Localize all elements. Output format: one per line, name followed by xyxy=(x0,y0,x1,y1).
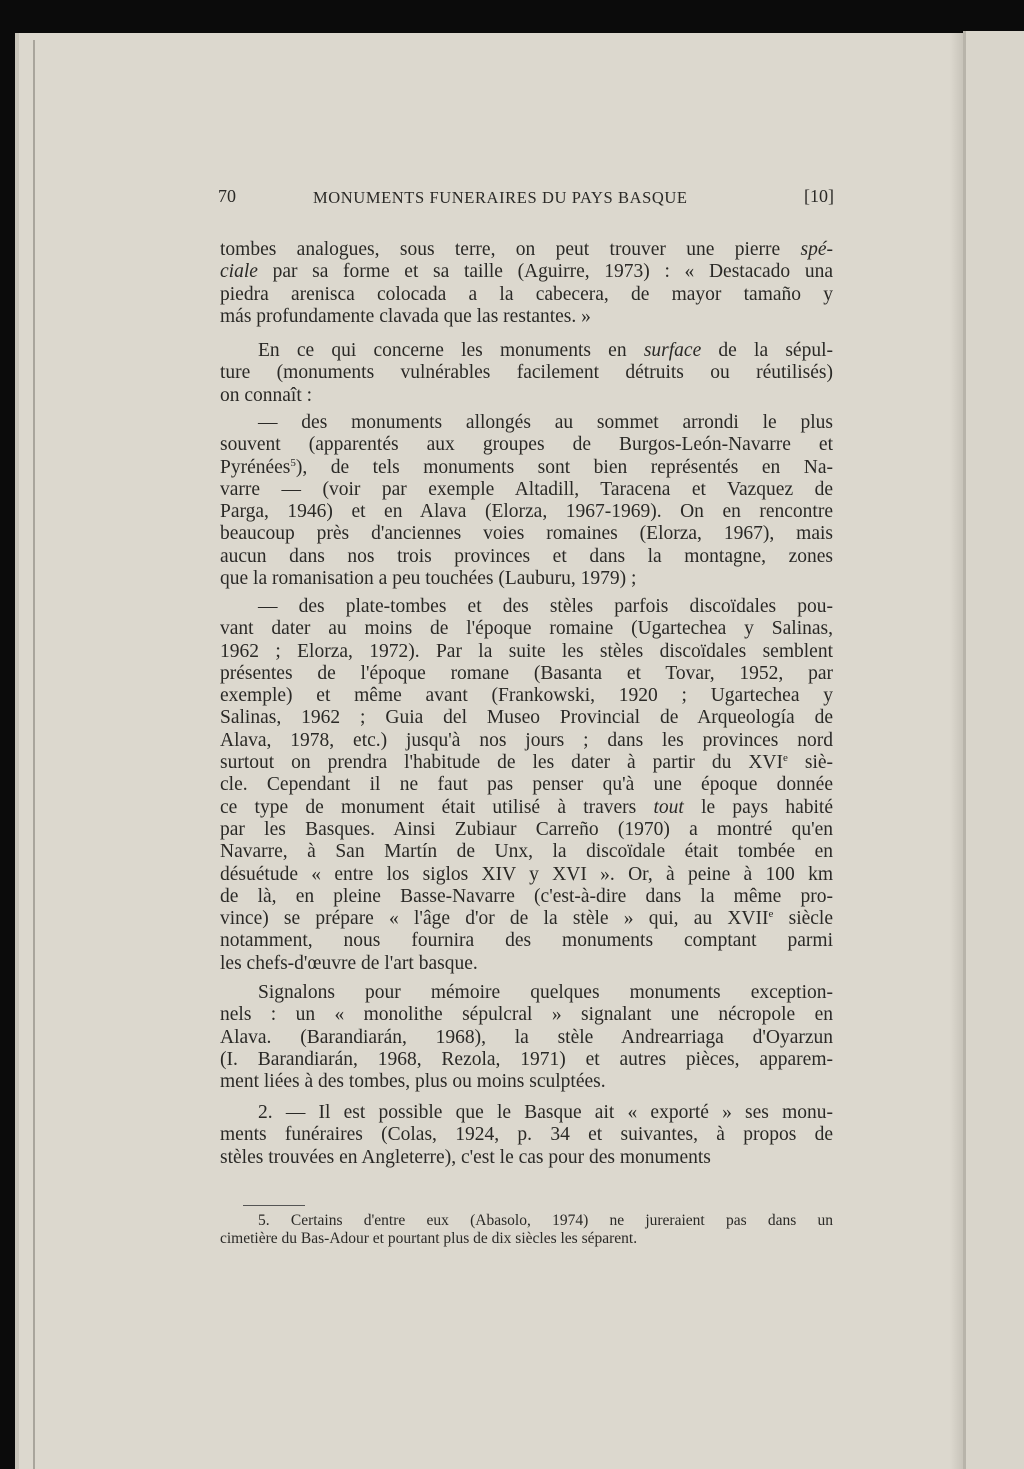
italic-text: tout xyxy=(653,796,684,818)
superscript: 5 xyxy=(290,456,296,469)
text-line xyxy=(220,1230,833,1248)
text-run: ment liées à des tombes, plus ou moins sculptées. xyxy=(220,1071,606,1093)
text-line xyxy=(220,1102,833,1124)
text-line xyxy=(220,239,833,261)
text-line xyxy=(220,546,833,568)
text-run: ments funéraires (Colas, 1924, p. 34 et suivantes, à propos de xyxy=(220,1124,833,1146)
text-line xyxy=(220,1071,833,1093)
text-line xyxy=(220,663,833,685)
text-line xyxy=(220,841,833,863)
text-run: désuétude « entre los siglos XIV y XVI ». Or, à peine à 100 km xyxy=(220,863,833,885)
text-line xyxy=(220,1027,833,1049)
text-run: tombes analogues, sous terre, on peut trouver une pierre xyxy=(220,239,801,260)
text-run: ture (monuments vulnérables facilement détruits ou réutilisés) xyxy=(220,362,833,384)
text-run: ce type de monument était utilisé à travers xyxy=(220,796,654,818)
facing-page xyxy=(963,31,1024,1469)
text-line xyxy=(220,685,833,707)
text-line xyxy=(220,523,833,545)
text-run: aucun dans nos trois provinces et dans la montagne, zones xyxy=(220,545,833,567)
text-line xyxy=(220,730,833,752)
text-run: on connaît : xyxy=(220,384,313,406)
text-line xyxy=(220,1049,833,1071)
text-line xyxy=(220,908,833,930)
text-line xyxy=(220,819,833,841)
text-line xyxy=(220,434,833,456)
paragraph xyxy=(220,596,833,975)
text-line xyxy=(220,412,833,434)
text-line xyxy=(220,641,833,663)
text-run: 5. Certains d'entre eux (Abasolo, 1974) ne jureraient pas dans un xyxy=(258,1212,833,1229)
text-run: exemple) et même avant (Frankowski, 1920 ; Ugartechea y xyxy=(220,685,833,707)
text-run: Pyrénées xyxy=(220,456,291,478)
text-run: les chefs-d'œuvre de l'art basque. xyxy=(220,952,478,974)
text-run: En ce qui concerne les monuments en xyxy=(258,340,644,361)
text-run: Alava, 1978, etc.) jusqu'à nos jours ; dans les provinces nord xyxy=(220,729,833,751)
text-run: stèles trouvées en Angleterre), c'est le cas pour des monuments xyxy=(220,1146,711,1168)
book-gutter xyxy=(950,33,963,1469)
text-run: Salinas, 1962 ; Guia del Museo Provincial de Arqueología de xyxy=(220,707,833,729)
text-run: cle. Cependant il ne faut pas penser qu'à une époque donnée xyxy=(220,774,833,796)
text-run: vince) se prépare « l'âge d'or de la stèle » qui, au XVII xyxy=(220,908,769,930)
text-line xyxy=(220,752,833,774)
text-line xyxy=(220,707,833,729)
text-run: 2. — Il est possible que le Basque ait « exporté » ses monu- xyxy=(258,1102,833,1123)
text-run: que la romanisation a peu touchées (Lauburu, 1979) ; xyxy=(220,568,637,590)
running-header xyxy=(218,186,834,210)
text-line xyxy=(220,362,833,384)
text-run: (I. Barandiarán, 1968, Rezola, 1971) et autres pièces, apparem- xyxy=(220,1048,833,1070)
text-run: notamment, nous fournira des monuments comptant parmi xyxy=(220,930,833,952)
text-run: le pays habité xyxy=(683,796,834,818)
text-run: vant dater au moins de l'époque romaine (Ugartechea y Salinas, xyxy=(220,618,833,640)
section-number: [10] xyxy=(804,186,834,206)
text-run: ), de tels monuments sont bien représentés en Na- xyxy=(295,456,833,478)
text-run: piedra arenisca colocada a la cabecera, de mayor tamaño y xyxy=(220,283,833,305)
text-line xyxy=(220,385,833,407)
superscript: e xyxy=(783,752,788,765)
text-line xyxy=(220,930,833,952)
page-number: 70 xyxy=(218,186,236,206)
text-line xyxy=(220,982,833,1004)
text-line xyxy=(220,596,833,618)
text-run: de la sépul- xyxy=(701,340,833,361)
text-run: más profundamente clavada que las restantes. » xyxy=(220,305,591,327)
page-edge xyxy=(33,40,35,1469)
text-run: varre — (voir par exemple Altadill, Taracena et Vazquez de xyxy=(220,478,833,500)
text-line xyxy=(220,479,833,501)
text-line xyxy=(220,1124,833,1146)
text-line xyxy=(220,864,833,886)
text-run: Signalons pour mémoire quelques monuments exception- xyxy=(258,982,833,1003)
text-run: présentes de l'époque romane (Basanta et Tovar, 1952, par xyxy=(220,662,833,684)
text-line xyxy=(220,306,833,328)
text-run: — des plate-tombes et des stèles parfois discoïdales pou- xyxy=(258,596,833,617)
paragraph xyxy=(220,340,833,407)
text-run: 1962 ; Elorza, 1972). Par la suite les stèles discoïdales semblent xyxy=(220,640,833,662)
text-run: siè- xyxy=(787,752,834,774)
text-run: nels : un « monolithe sépulcral » signalant une nécropole en xyxy=(220,1004,833,1026)
text-line xyxy=(220,953,833,975)
text-run: par les Basques. Ainsi Zubiaur Carreño (1970) a montré qu'en xyxy=(220,818,833,840)
italic-text: surface xyxy=(643,340,702,361)
text-line xyxy=(220,340,833,362)
text-line xyxy=(220,886,833,908)
text-run: souvent (apparentés aux groupes de Burgos-León-Navarre et xyxy=(220,434,833,456)
text-run: Navarre, à San Martín de Unx, la discoïdale était tombée en xyxy=(220,841,833,863)
text-line xyxy=(220,774,833,796)
text-line xyxy=(220,1147,833,1169)
text-run: beaucoup près d'anciennes voies romaines (Elorza, 1967), mais xyxy=(220,523,833,545)
text-line xyxy=(220,797,833,819)
running-title: MONUMENTS FUNERAIRES DU PAYS BASQUE xyxy=(313,188,688,207)
text-run: de là, en pleine Basse-Navarre (c'est-à-dire dans la même pro- xyxy=(220,885,833,907)
footnote xyxy=(220,1212,833,1248)
text-run: Parga, 1946) et en Alava (Elorza, 1967-1969). On en rencontre xyxy=(220,501,833,523)
text-run: siècle xyxy=(773,908,834,930)
text-line xyxy=(220,457,833,479)
italic-text: ciale xyxy=(220,261,258,283)
paragraph xyxy=(220,982,833,1093)
paragraph xyxy=(220,239,833,328)
italic-text: spé- xyxy=(800,239,833,260)
text-run: par sa forme et sa taille (Aguirre, 1973) : « Destacado una xyxy=(257,261,833,283)
footnote-rule xyxy=(243,1205,305,1206)
text-line xyxy=(220,568,833,590)
text-line xyxy=(220,501,833,523)
text-line xyxy=(220,618,833,640)
text-run: cimetière du Bas-Adour et pourtant plus de dix siècles les séparent. xyxy=(220,1230,638,1247)
text-line xyxy=(220,1004,833,1026)
text-run: surtout on prendra l'habitude de les dater à partir du XVI xyxy=(220,752,783,774)
superscript: e xyxy=(768,908,774,921)
text-line xyxy=(220,261,833,283)
text-run: Alava. (Barandiarán, 1968), la stèle Andrearriaga d'Oyarzun xyxy=(220,1026,833,1048)
paragraph xyxy=(220,1102,833,1169)
text-line xyxy=(220,1212,833,1230)
text-line xyxy=(220,284,833,306)
text-run: — des monuments allongés au sommet arrondi le plus xyxy=(258,412,833,433)
paragraph xyxy=(220,412,833,590)
